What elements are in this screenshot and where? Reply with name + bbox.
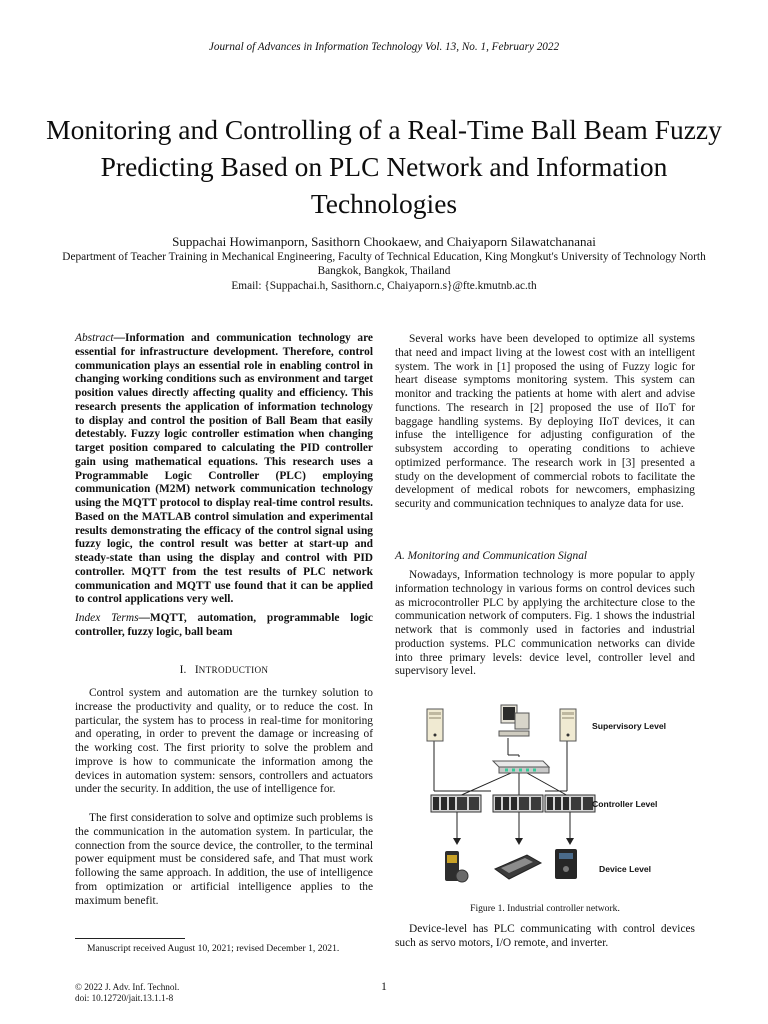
abstract-label: Abstract bbox=[75, 332, 114, 344]
plc-icon bbox=[431, 795, 481, 812]
right-paragraph-3 bbox=[395, 923, 695, 951]
inverter-icon bbox=[555, 849, 577, 879]
abstract-text: —Information and communication technology are essential for infrastructure development. Therefore, control communication plays an essential role in enabling control in changing working conditions such as environment and target position values directly affecting quality and efficiency. This research presents the application of information technology to display and control the position of Ball Beam that easily detestably. Fuzzy logic controller estimation when changing target position compared to calculating the PID controller gain using mathematical equations. This research uses a Programmable Logic Controller (PLC) employing communication (M2M) network communication technology using the MQTT protocol to display real-time control results. Based on the MATLAB control simulation and experimental results demonstrating the efficacy of the control signal using fuzzy logic, the control result was better at start-up and steady-state than using the display and control with PID controller. MQTT from the test results of PLC network communication and MQTT use found that it can be applied to control applications very well. bbox=[75, 332, 373, 606]
server-icon bbox=[560, 709, 576, 741]
network-diagram bbox=[415, 703, 685, 893]
plc-icon bbox=[493, 795, 543, 812]
right-paragraph-3-text: Device-level has PLC communicating with control devices such as servo motors, I/O remote, and inverter. bbox=[395, 923, 695, 949]
controller-level-label: Controller Level bbox=[592, 799, 658, 809]
page-number: 1 bbox=[381, 981, 387, 993]
paper-title: Monitoring and Controlling of a Real-Time Ball Beam Fuzzy Predicting Based on PLC Network and Information Technologies bbox=[46, 114, 722, 219]
section-number: I. bbox=[179, 664, 187, 676]
affiliation-department: Department of Teacher Training in Mechanical Engineering, Faculty of Technical Education, King Mongkut's University of Technology North Bangkok, Bangkok, Thailand bbox=[62, 251, 706, 278]
right-paragraph-1 bbox=[395, 333, 695, 512]
footnote: Manuscript received August 10, 2021; revised December 1, 2021. bbox=[87, 943, 340, 954]
subsection-heading-a: A. Monitoring and Communication Signal bbox=[395, 550, 588, 562]
index-terms-text: —MQTT, automation, programmable logic controller, fuzzy logic, ball beam bbox=[75, 612, 373, 638]
doi: doi: 10.12720/jait.13.1.1-8 bbox=[75, 993, 174, 1003]
section-first-letter: I bbox=[194, 664, 199, 676]
section-title-rest: NTRODUCTION bbox=[198, 665, 269, 675]
right-paragraph-1-text: Several works have been developed to optimize all systems that need and impact living at the lowest cost with an intelligent system. The work in [1] proposed the using of Fuzzy logic for heart disease symptoms monitoring system. This system can monitor and tracking the patients at home with alert and advise functions. The research in [2] proposed the use of IIoT for baggage handling systems. By deploying IIoT devices, it can infuse the intelligence for adjusting configuration of the subsystem according to operating conditions to achieve optimized performance. The research work in [3] presented a study on the development of commercial robots to facilitate the development of medical robots for newcomers, emphasizing security and communication techniques to analyze data for use. bbox=[395, 333, 695, 510]
workstation-icon bbox=[499, 705, 529, 736]
plc-icon bbox=[545, 795, 595, 812]
footnote-rule bbox=[75, 938, 185, 939]
intro-paragraph-2-text: The first consideration to solve and optimize such problems is the communication in the automation system. In particular, the connection from the source device, the controller, to the terminal power equipment must be considered safe, and That must work following the same approach. In addition, the use of intelligence from optimization or artificial intelligence applies to the maximum benefit. bbox=[75, 812, 373, 907]
server-icon bbox=[427, 709, 443, 741]
index-terms bbox=[75, 612, 373, 640]
servo-motor-icon bbox=[445, 851, 468, 882]
index-terms-label: Index Terms bbox=[75, 612, 139, 624]
affiliation bbox=[60, 250, 708, 293]
section-heading-introduction bbox=[75, 664, 373, 676]
io-remote-icon bbox=[495, 855, 541, 879]
abstract bbox=[75, 332, 373, 607]
device-level-label: Device Level bbox=[599, 864, 652, 874]
intro-paragraph-1-text: Control system and automation are the turnkey solution to increase the productivity and quality, or to reduce the cost. In particular, the system has to process in real-time for monitoring and operating, in order to prevent the damage or increasing of the working cost. The first priority to solve the problem and improve is how to communicate the information among the devices in automation system: sensors, controllers and actuators under the security. In addition, the use of intelligence for. bbox=[75, 687, 373, 796]
intro-paragraph-1 bbox=[75, 687, 373, 797]
right-paragraph-2-text: Nowadays, Information technology is more popular to apply information technology in various forms on control devices such as microcontroller PLC by applying the architecture close to the communication network of computers. Fig. 1 shows the industrial network that is commonly used in factories and industrial production systems. PLC communication networks can divide into three primary levels: device level, controller level and supervisory level. bbox=[395, 569, 695, 678]
network-switch-icon bbox=[493, 761, 549, 773]
arrow-heads bbox=[453, 838, 574, 845]
right-paragraph-2 bbox=[395, 569, 695, 679]
figure-caption: Figure 1. Industrial controller network. bbox=[470, 903, 620, 914]
authors: Suppachai Howimanporn, Sasithorn Chookaew, and Chaiyaporn Silawatchananai bbox=[172, 234, 596, 249]
supervisory-level-label: Supervisory Level bbox=[592, 721, 667, 731]
intro-paragraph-2 bbox=[75, 812, 373, 908]
copyright: © 2022 J. Adv. Inf. Technol. bbox=[75, 982, 180, 992]
network-connection-lines bbox=[434, 738, 570, 840]
figure-industrial-network bbox=[415, 703, 685, 893]
journal-header: Journal of Advances in Information Technology Vol. 13, No. 1, February 2022 bbox=[208, 41, 560, 53]
affiliation-email: Email: {Suppachai.h, Sasithorn.c, Chaiyaporn.s}@fte.kmutnb.ac.th bbox=[231, 279, 537, 292]
